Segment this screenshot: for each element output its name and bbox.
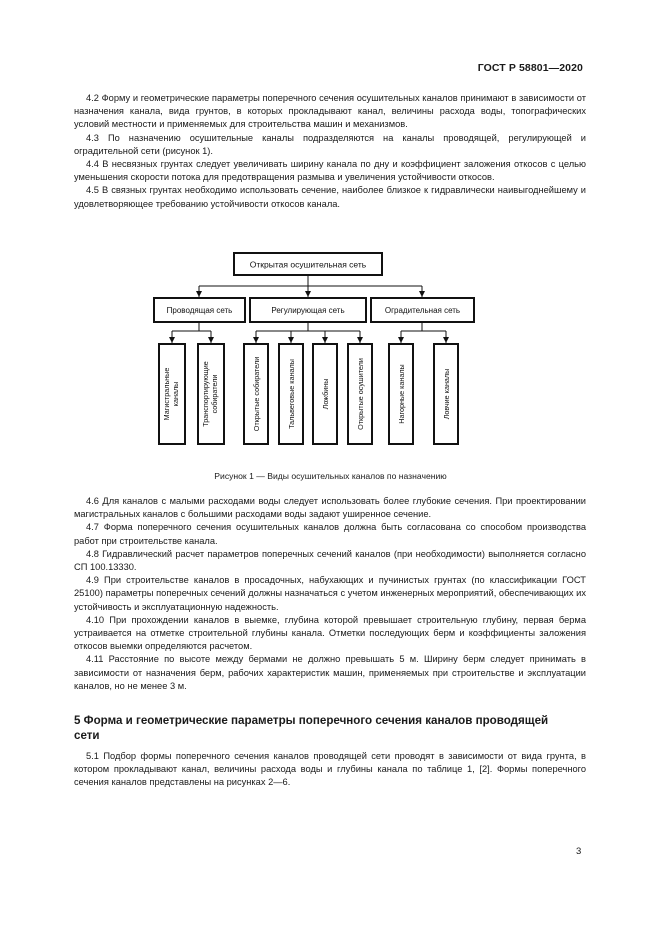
diagram-leaf-thalweg-canals <box>279 344 303 444</box>
diagram-leaf-hollows <box>313 344 337 444</box>
diagram-group-protective <box>371 298 474 322</box>
diagram-leaf-transport-collectors <box>198 344 224 444</box>
paragraph-4-10: 4.10 При прохождении каналов в выемке, глубина которой превышает строительную глубину, первая берма устраивается на отметке строительной глубины канала. Отметки последующих берм и коэффициенты заложения откосов выемки определяются расчетом. <box>74 614 586 652</box>
paragraph-4-9: 4.9 При строительстве каналов в просадочных, набухающих и пучинистых грунтах (по классификации ГОСТ 25100) параметры поперечных сечений должны назначаться с учетом инженерных мероприятий, обеспечивающих их устойчивость и эксплуатационную надежность. <box>74 575 586 612</box>
figure-caption: Рисунок 1 — Виды осушительных каналов по назначению <box>214 471 447 481</box>
paragraph-4-6: 4.6 Для каналов с малыми расходами воды следует использовать более глубокие сечения. При проектировании магистральных каналов с большими расходами воды задают уширенное сечение. <box>74 496 586 520</box>
diagram-group-conducting <box>154 298 245 322</box>
diagram-leaf-catch-canals <box>434 344 458 444</box>
standard-header: ГОСТ Р 58801—2020 <box>477 62 583 74</box>
section-5-title: 5 Форма и геометрические параметры поперечного сечения каналов проводящей сети <box>74 714 549 742</box>
diagram-leaf-open-drains <box>348 344 372 444</box>
paragraph-4-5: 4.5 В связных грунтах необходимо использовать сечение, наиболее близкое к гидравлически наивыгоднейшему и удовлетворяющее требованию устойчивости откосов канала. <box>74 185 586 209</box>
leaf-label-main-canals-1: Магистральные <box>162 367 171 421</box>
paragraph-4-8: 4.8 Гидравлический расчет параметров поперечных сечений каналов (при необходимости) выполняется согласно СП 100.13330. <box>74 548 586 573</box>
paragraph-4-4: 4.4 В несвязных грунтах следует увеличивать ширину канала по дну и коэффициент заложения откосов с целью уменьшения скорости потока для предотвращения размыва и увеличения устойчивости откосов. <box>74 159 586 183</box>
paragraph-4-3: 4.3 По назначению осушительные каналы подразделяются на каналы проводящей, регулирующей и оградительной сети (рисунок 1). <box>74 132 586 156</box>
leaf-label-open-drains: Открытые осушители <box>356 358 365 430</box>
group-label-protective: Оградительная сеть <box>384 306 461 315</box>
group-label-regulating: Регулирующая сеть <box>271 306 345 315</box>
leaf-label-transport-collectors-2: собиратели <box>210 374 219 414</box>
paragraph-4-2: 4.2 Форму и геометрические параметры поперечного сечения осушительных каналов принимают в зависимости от назначения канала, вида грунтов, в которых прокладывают канал, величины расхода воды, топографических условий местности и применяемых для строительства машин и механизмов. <box>74 93 586 130</box>
diagram-root-label: Открытая осушительная сеть <box>249 259 367 270</box>
leaf-label-upland-canals: Нагорные каналы <box>397 364 406 424</box>
paragraph-4-7: 4.7 Форма поперечного сечения осушительных каналов должна быть согласована со способом производства работ при строительстве канала. <box>74 522 586 546</box>
leaf-label-main-canals-2: каналы <box>171 381 180 407</box>
diagram-group-regulating <box>250 298 366 322</box>
diagram-leaf-main-canals <box>159 344 185 444</box>
diagram-leaf-upland-canals <box>389 344 413 444</box>
diagram-leaf-open-collectors <box>244 344 268 444</box>
paragraph-4-11: 4.11 Расстояние по высоте между бермами не должно превышать 5 м. Ширину берм следует принимать в зависимости от назначения берм, рабочих характеристик машин, применяемых при строительстве и эксплуатации каналов, но не менее 3 м. <box>74 654 586 691</box>
paragraphs-bottom <box>74 750 586 790</box>
paragraphs-mid <box>74 495 586 693</box>
leaf-label-thalweg-canals: Тальвеговые каналы <box>287 359 296 429</box>
leaf-label-catch-canals: Ловчие каналы <box>442 368 451 420</box>
paragraph-5-1: 5.1 Подбор формы поперечного сечения каналов проводящей сети проводят в зависимости от вида грунта, в котором прокладывают канал, величины расхода воды и глубины канала по таблице 1, [2]. Формы поперечного сечения каналов представлены на рисунках 2—6. <box>74 751 586 788</box>
diagram-root-node <box>234 253 382 275</box>
leaf-label-hollows: Ложбины <box>321 378 330 410</box>
group-label-conducting: Проводящая сеть <box>166 306 233 315</box>
page-number: 3 <box>576 846 582 857</box>
leaf-label-transport-collectors-1: Транспортирующие <box>201 361 210 427</box>
leaf-label-open-collectors: Открытые собиратели <box>252 356 261 432</box>
